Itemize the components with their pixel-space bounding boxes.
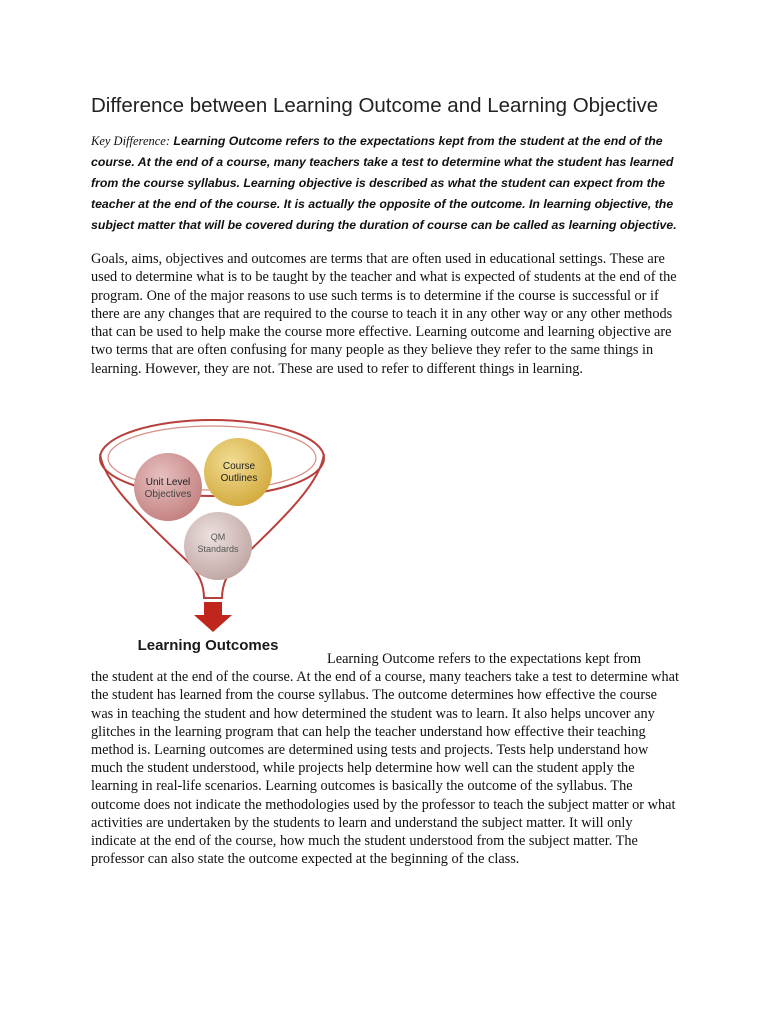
learning-outcome-paragraph [91,650,681,868]
page-title: Difference between Learning Outcome and Learning Objective [91,94,659,117]
circle-bottom-label-line2: Standards [197,544,239,554]
circle-bottom-label-line1: QM [210,532,226,542]
circle-right-label-line1: Course [222,461,256,472]
figure-caption: Learning Outcomes [137,637,279,654]
key-difference-label: Key Difference: [91,134,171,148]
intro-paragraph: Goals, aims, objectives and outcomes are terms that are often used in educational settings. These are used to determine what is to be taught by the teacher and what is expected of students at the end of the program. One of the major reasons to use such terms is to determine if the course is successful or if there are any changes that are required to the course to teach it in any other way or any other methods that can be used to help make the course more effective. Learning outcome and learning objective are two terms that are often confusing for many people as they believe they refer to the same things in learning. However, they are not. These are used to refer to different things in learning. [91,251,677,377]
down-arrow-icon [194,602,232,632]
key-difference-summary [91,131,691,236]
circle-left-label-line2: Objectives [144,489,192,500]
learning-outcome-first-line: Learning Outcome refers to the expectations kept from [327,651,642,667]
circle-left-label-line1: Unit Level [145,477,191,488]
learning-outcomes-funnel-diagram [96,412,328,660]
circle-right-label-line2: Outlines [220,473,258,484]
circle-course-outlines [204,438,272,506]
learning-outcome-body: the student at the end of the course. At the end of a course, many teachers take a test to determine what the student has learned from the course syllabus. The outcome determines how effective the course was in teaching the student and how determined the student was to learn. It also helps uncover any glitches in the learning program that can help the teacher understand how effective their teaching method is. Learning outcomes are determined using tests and projects. Tests help understand how much the student understood, while projects help determine how well can the student apply the learning in real-life scenarios. Learning outcomes is basically the outcome of the syllabus. The outcome does not indicate the methodologies used by the professor to teach the subject matter or what activities are undertaken by the students to learn and understand the subject matter. It will only indicate at the end of the course, how much the student understood from the subject matter. The professor can also state the outcome expected at the beginning of the class. [91,669,679,868]
key-difference-text: Learning Outcome refers to the expectations kept from the student at the end of the course. At the end of a course, many teachers take a test to determine what the student has learned from the course syllabus. Learning objective is described as what the student can expect from the teacher at the end of the course. It is actually the opposite of the outcome. In learning objective, the subject matter that will be covered during the duration of course can be called as learning objective. [91,134,677,232]
